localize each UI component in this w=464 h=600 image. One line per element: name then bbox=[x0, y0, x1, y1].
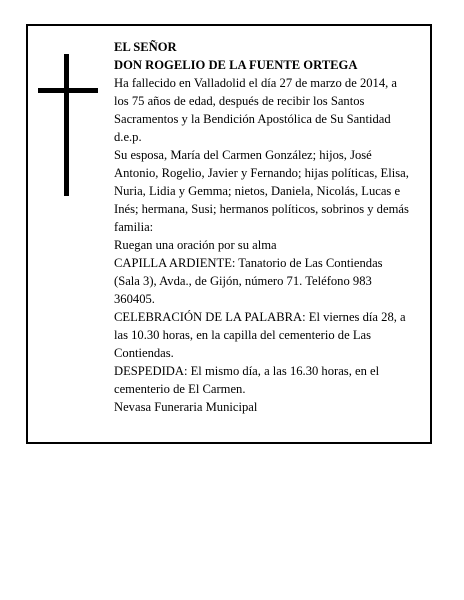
funeral-home: Nevasa Funeraria Municipal bbox=[114, 400, 258, 414]
obituary-text bbox=[114, 38, 410, 416]
cross-horizontal-bar bbox=[38, 88, 98, 93]
ceremony-details: CELEBRACIÓN DE LA PALABRA: El viernes día 28, a las 10.30 horas, en la capilla del cementerio de Las Contiendas. bbox=[114, 310, 406, 360]
death-announcement: Ha fallecido en Valladolid el día 27 de marzo de 2014, a los 75 años de edad, después de recibir los Santos Sacramentos y la Bendición Apostólica de Su Santidad d.e.p. bbox=[114, 76, 398, 144]
cross-vertical-bar bbox=[64, 54, 69, 196]
prayer-request: Ruegan una oración por su alma bbox=[114, 238, 277, 252]
heading-title: EL SEÑOR bbox=[114, 40, 177, 54]
cross-icon bbox=[38, 54, 98, 196]
farewell-details: DESPEDIDA: El mismo día, a las 16.30 horas, en el cementerio de El Carmen. bbox=[114, 364, 380, 396]
deceased-name: DON ROGELIO DE LA FUENTE ORTEGA bbox=[114, 58, 358, 72]
family-list: Su esposa, María del Carmen González; hijos, José Antonio, Rogelio, Javier y Fernando; hijas políticas, Elisa, Nuria, Lidia y Gemma; nietos, Daniela, Nicolás, Lucas e Inés; hermana, Susi; hermanos políticos, sobrinos y demás familia: bbox=[114, 148, 409, 234]
wake-details: CAPILLA ARDIENTE: Tanatorio de Las Contiendas (Sala 3), Avda., de Gijón, número 71. Teléfono 983 360405. bbox=[114, 256, 383, 306]
